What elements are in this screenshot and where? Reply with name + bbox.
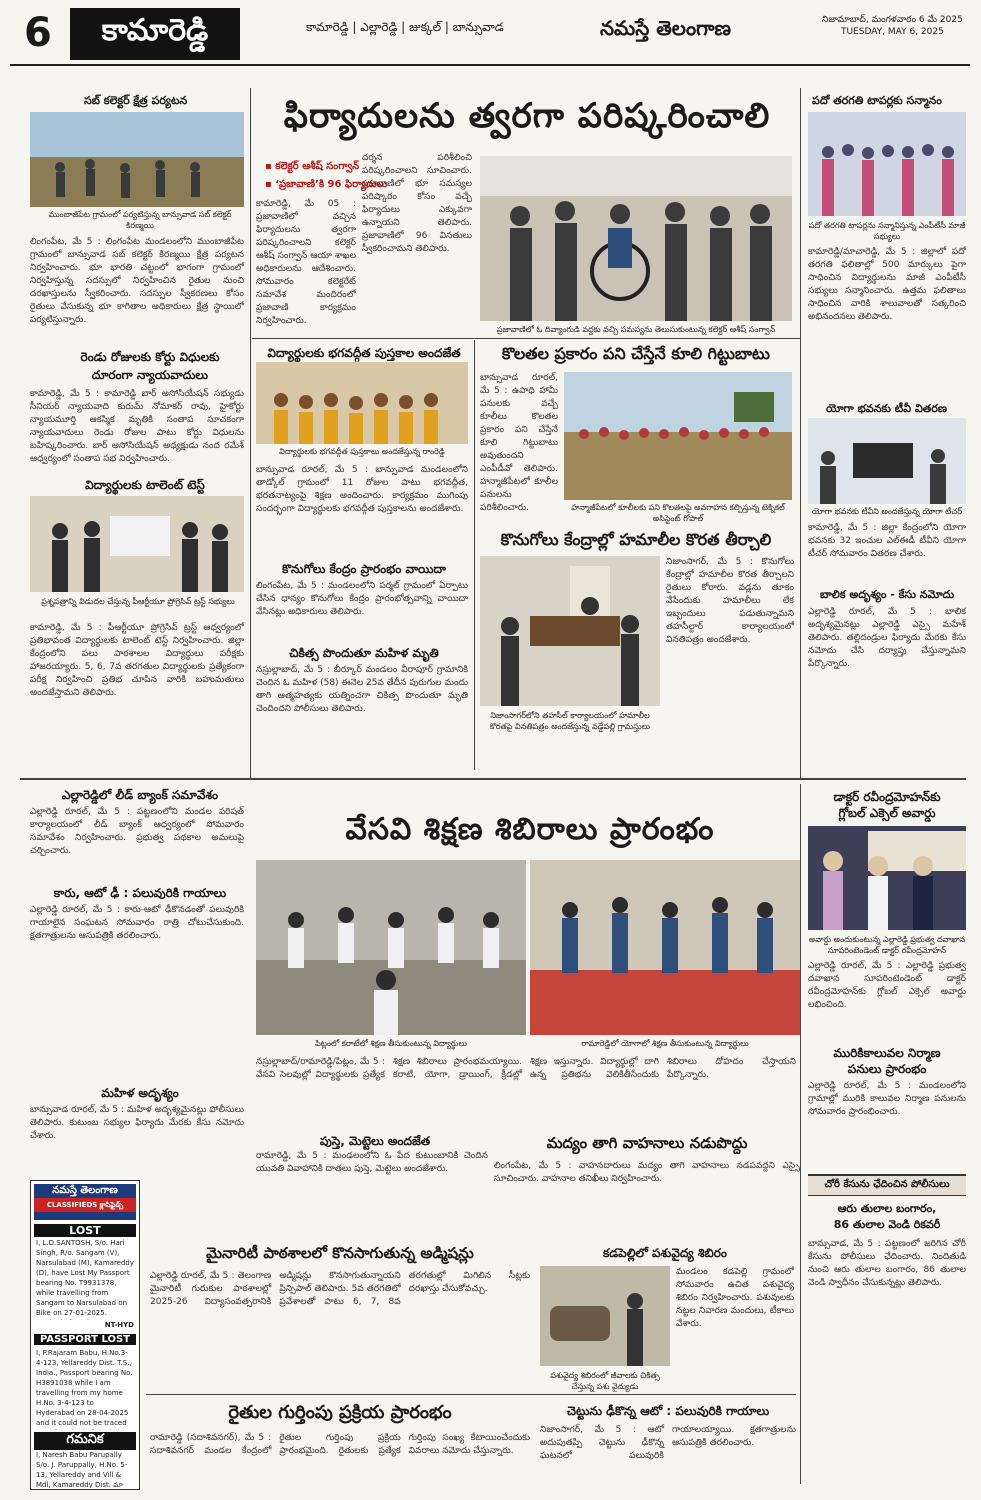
photo-talent-test (30, 496, 244, 592)
lost-text: I, L.D.SANTOSH, S/o. Hari Singh, R/o. Sangam (V), Narsulabad (M), Kamareddy (D), have Lost My Passport bearing No. T9931378, while travelling from Sangam to Narsulabad on Bike on 27-01-2025. (36, 1239, 134, 1317)
caption-yoga-tv: యోగా భవనకు టీవీని అందజేస్తున్న యోగా టీచర్ (811, 507, 963, 516)
headline-purchase-center: కొనుగోలు కేంద్రం ప్రారంభం వాయిదా (282, 562, 446, 576)
headline-lawyers-2: దూరంగా న్యాయవాదులు (91, 368, 209, 382)
right-kicker-yoga-tv: యోగా భవనకు టీవీ వితరణ (826, 402, 947, 415)
lead-story-col2: దర్శన పరిశీలించి పరిష్కరించాలని సూచించారు. ప్రజావాణిలో భూ సమస్యల పరిష్కారం కోసం వచ్చే ఫిర్యాదులు ఎక్కువగా ఉన్నాయని తెలిపారు. ప్రజావాణిలో 96 వినతులు స్వీకరించామని తెలిపారు. (362, 153, 472, 254)
column-rule (800, 88, 801, 778)
headline-hamali: కొనుగోలు కేంద్రాల్లో హమాలీల కొరత తీర్చాలి (500, 530, 772, 549)
headline-car-auto: కారు, ఆటో ఢీ : పలువురికి గాయాలు (53, 886, 227, 900)
caption-yoga-camp: రామారెడ్డిలో యోగాలో శిక్షణ తీసుకుంటున్న విద్యార్థులు (581, 1039, 749, 1048)
story-vet-camp: మండలం కడపెల్లి గ్రామంలో సోమవారం ఉచిత పశువైద్య శిబిరం నిర్వహించారు. పశువులకు నట్టల నివారణ మందులు, టీకాలు వేశారు. (676, 1267, 794, 1329)
column-rule (474, 340, 475, 770)
headline-farmer-id: రైతుల గుర్తింపు ప్రక్రియ ప్రారంభం (228, 1402, 452, 1423)
passport-lost-title: PASSPORT LOST (34, 1334, 136, 1345)
story-pusthe: రామారెడ్డి, మే 5 : మండలంలోని ఓ పేద కుటుంబానికి చెందిన యువతి వివాహానికి దాతలు పుస్తె, మెట్టెలు అందజేశారు. (256, 1151, 488, 1174)
story-lawyers: కామారెడ్డి, మే 5 : కామారెడ్డి బార్ అసోసియేషన్ సభ్యుడు సీనియర్ న్యాయవాది కురుమ్ నోమాకర్ రావు, హైకోర్టు న్యాయమూర్తి ఆకస్మిక మృతికి సంతాప సూచకంగా న్యాయవాదులు రెండు రోజుల పాటు కోర్టు విధులను బహిష్కరించారు. బార్ అసోసియేషన్ అధ్యక్షుడు నంద రమేశ్ ఆధ్వర్యంలో సంతాప సభ నిర్వహించారు. (30, 389, 244, 464)
story-minority: ఎల్లారెడ్డి రూరల్, మే 5 : తెలంగాణ మైనారిటీ గురుకుల పాఠశాలల్లో 2025-26 విద్యాసంవత్సరానికి అడ్మిషన్లు కొనసాగుతున్నాయని ప్రిన్సిపాల్ తెలిపారు. 5వ తరగతిలో ప్రవేశాలతో పాటు 6, 7, 8వ తరగతుల్లో మిగిలిన సీట్లకు దరఖాస్తు చేసుకోవచ్చు. (150, 1271, 530, 1307)
story-drain: ఎల్లారెడ్డి రూరల్, మే 5 : మండలంలోని గ్రామాల్లో మురికి కాలువల నిర్మాణ పనులను సోమవారం ప్రారంభించారు. (808, 1081, 966, 1117)
column-rule (250, 88, 251, 778)
notice-title: గమనిక (34, 1432, 136, 1450)
headline-theft: చోరీ కేసును ఛేదించిన పోలీసులు (824, 1179, 950, 1190)
photo-bhagavadgita (256, 362, 468, 444)
photo-yoga-camp (530, 860, 800, 1035)
caption-prajavani: ప్రజావాణిలో ఓ దివ్యాంగుడి వద్దకు వచ్చి సమస్యను తెలుసుకుంటున్న కలెక్టర్ ఆశీష్ సంగ్వాన్ (496, 325, 776, 334)
caption-wage: హన్మాజీపేటలో కూలీలకు పని కొలతలపై అవగాహన కల్పిస్తున్న టెక్నికల్ అసిస్టెంట్ గోపాల్ (571, 503, 785, 523)
story-auto-tree: నిజాంసాగర్, మే 5 : ఆటో అదుపుతప్పి చెట్టును ఢీకొన్న ఘటనలో పలువురికి గాయాలయ్యాయి. క్షతగాత్రులను ఆసుపత్రికి తరలించారు. (540, 1425, 796, 1461)
headline-award-1: డాక్టర్ రవీంద్రమోహన్‌కు (833, 790, 941, 804)
caption-toppers: పదో తరగతి టాపర్లను సన్మానిస్తున్న ఎంపీటీసీ మాజీ సభ్యులు (808, 221, 966, 241)
headline-theft-sub-2: 86 తులాల వెండి రికవరీ (833, 1218, 941, 1231)
story-yoga-tv: కామారెడ్డి, మే 5 : జిల్లా కేంద్రంలోని యోగా భవనకు 32 ఇంచుల ఎల్ఈడీ టీవీని యోగా టీచర్ సోమవారం వితరణ చేశారు. (808, 523, 966, 559)
story-woman-missing: బాన్సువాడ రూరల్, మే 5 : మహిళ అదృశ్యమైనట్లు పోలీసులు తెలిపారు. కుటుంబ సభ్యుల ఫిర్యాదు మేరకు కేసు నమోదు చేశారు. (30, 1105, 244, 1141)
headline-award-2: గ్లోబల్ ఎక్సెల్ అవార్డు (838, 806, 936, 820)
story-car-auto: ఎల్లారెడ్డి రూరల్, మే 5 : కారు-ఆటో ఢీకొనడంతో పలువురికి గాయాలైన సంఘటన సోమవారం రాత్రి చోటుచేసుకుంది. క్షతగాత్రులను ఆసుపత్రికి తరలించారు. (30, 905, 244, 941)
caption-bhagavadgita: విద్యార్థులకు భగవద్గీత పుస్తకాలు అందజేస్తున్న రాంరెడ్డి (279, 447, 445, 456)
caption-karate: పిట్లంలో కరాటేలో శిక్షణ తీసుకుంటున్న విద్యార్థులు (315, 1039, 467, 1048)
edition-title: కామారెడ్డి (70, 8, 240, 60)
lost-title: LOST (34, 1224, 136, 1237)
story-award: ఎల్లారెడ్డి రూరల్, మే 5 : ఎల్లారెడ్డి ప్రభుత్వ దవాఖాన సూపరింటెండెంట్ డాక్టర్ రవీంద్రమోహన్‌కు గ్లోబల్ ఎక్సెల్ అవార్డు లభించింది. (808, 961, 966, 1010)
caption-hamali: నిజాంసాగర్‌లోని తహసీల్ కార్యాలయంలో హమాలీల కొరతపై వినతిపత్రం అందజేస్తున్న వడ్డేపల్లి గ్రామస్తులు (489, 711, 651, 731)
story-subcollector: లింగంపేట, మే 5 : లింగంపేట మండలంలోని ముంబాజీపేట గ్రామంలో బాన్సువాడ సబ్ కలెక్టర్ కిరణ్మయి క్షేత్ర పర్యటన నిర్వహించారు. భూ భారతి చట్టంలో భాగంగా గ్రామంలో నిర్వహిస్తున్న సదస్సులో నిర్వహించిన రైతుల నుంచి దరఖాస్తులను స్వీకరించారు. సదస్సుల స్వీకరణలు కోసం రైతులు వేసుకున్న భూ కాగితాల అధికారులు క్షేత్ర స్థాయిలో పర్యటిస్తున్నారు. (30, 237, 244, 325)
headline-vet-camp: కడపెల్లిలో పశువైద్య శిబిరం (603, 1246, 727, 1260)
story-talent-test: కామారెడ్డి, మే 5 : పీఆర్టీయూ ప్రోగ్రెసివ్ ట్రస్ట్ ఆధ్వర్యంలో ప్రతిభావంత విద్యార్థులకు టాలెంట్ టెస్ట్ నిర్వహించారు. జిల్లా కేంద్రంలోని పలు పాఠశాలల విద్యార్థులు పరీక్షకు హాజరయ్యారు. 5, 6, 7వ తరగతుల విద్యార్థులకు ప్రత్యేకంగా పరీక్ష నిర్వహించి ప్రతిభ చూపిన వారికి బహుమతులు అందజేస్తామని తెలిపారు. (30, 623, 244, 698)
headline-drain-2: పనులు ప్రారంభం (847, 1062, 927, 1076)
photo-toppers (808, 112, 966, 216)
story-lead-bank: ఎల్లారెడ్డి రూరల్, మే 5 : పట్టణంలోని మండల పరిషత్ కార్యాలయంలో లీడ్ బ్యాంక్ ఆధ్వర్యంలో సోమవారం సమావేశం నిర్వహించారు. ప్రభుత్వ పథకాల అమలుపై చర్చించారు. (30, 807, 244, 856)
headline-talent-test: విద్యార్థులకు టాలెంట్ టెస్ట్ (85, 478, 205, 492)
right-kicker-girl-missing: బాలిక అదృశ్యం - కేసు నమోదు (820, 588, 955, 601)
section-rule (20, 778, 966, 780)
left-kicker-subcollector: సబ్ కలెక్టర్ క్షేత్ర పర్యటన (84, 94, 188, 107)
story-drunk-driving: లింగంపేట, మే 5 : వాహనదారులు మద్యం తాగి వాహనాలు నడపవద్దని ఎస్సై సూచించారు. వాహనాల తనిఖీలు నిర్వహించారు. (494, 1161, 800, 1184)
headline-lawyers-1: రెండు రోజులకు కోర్టు విధులకు (80, 350, 220, 364)
caption-subcollector: ముంబాజీపేట గ్రామంలో పర్యటిస్తున్న బాన్సువాడ సబ్ కలెక్టర్ కిరణ్మయి (48, 210, 232, 230)
row-rule (252, 338, 800, 339)
classified-tag: CLASSIFIEDS క్లాసిఫైడ్స్ (34, 1198, 136, 1212)
photo-award (808, 826, 966, 930)
story-toppers: కామారెడ్డి/మాచారెడ్డి, మే 5 : జిల్లాలో పదో తరగతి ఫలితాల్లో 500 మార్కులు పైగా సాధించిన విద్యార్థులను మాజీ ఎంపీటీసీ సభ్యులు సన్మానించారు. ఉత్తమ ఫలితాలు సాధించిన వారికి శాలువాలతో సత్కరించి అభినందనలు తెలిపారు. (808, 247, 966, 322)
story-bhagavadgita: బాన్సువాడ రూరల్, మే 5 : బాన్సువాడ మండలంలోని తాడ్కోల్ గ్రామంలో 11 రోజుల పాటు భగవద్గీత, భరతనాట్యంపై శిక్షణ అందించారు. కార్యక్రమం ముగింపు సందర్భంగా విద్యార్థులకు భగవద్గీత పుస్తకాలను అందజేశారు. (256, 465, 468, 514)
right-kicker-toppers: పదో తరగతి టాపర్లకు సన్మానం (812, 94, 942, 107)
story-farmer-id: రామారెడ్డి (సదాశివనగర్), మే 5 : సదాశివనగర్ మండల కేంద్రంలో రైతుల గుర్తింపు ప్రక్రియ ప్రారంభమైంది. రైతులకు ప్రత్యేక గుర్తింపు సంఖ్య కేటాయించేందుకు వివరాలు నమోదు చేస్తున్నారు. (150, 1433, 530, 1456)
headline-theft-sub-1: ఆరు తులాల బంగారం, (837, 1202, 937, 1215)
photo-vet-camp (540, 1266, 670, 1366)
classified-brand-name: నమస్తే తెలంగాణ (52, 1185, 118, 1196)
photo-karate (256, 860, 526, 1035)
row-rule (146, 1394, 796, 1395)
lead-bullet-1: ▪ కలెక్టర్ ఆశీష్ సంగ్వాన్ (265, 161, 360, 172)
photo-subcollector-visit (30, 112, 244, 207)
headline-woman-missing: మహిళ అదృశ్యం (101, 1086, 179, 1100)
lead-story-col1: కామారెడ్డి, మే 05 : ప్రజావాణిలో వచ్చిన ఫిర్యాదులను త్వరగా పరిష్కరించాలని కలెక్టర్ ఆశీష్ సంగ్వాన్ ఆయా శాఖల అధికారులను ఆదేశించారు. సోమవారం కలెక్టరేట్ సమావేశ మందిరంలో ప్రజావాణి కార్యక్రమం నిర్వహించారు. (256, 199, 356, 326)
lost-tag: NT-HYD (104, 1321, 134, 1329)
photo-hamali (480, 556, 660, 706)
lead-headline: ఫిర్యాదులను త్వరగా పరిష్కరించాలి (283, 96, 771, 136)
notice-text: I, Naresh Babu Parupally S/o. J. Paruppally, H.No. 5-13, Yellareddy and Vill & Mdl, Kamareddy Dist. మా (36, 1451, 128, 1488)
story-purchase-center: లింగంపేట, మే 5 : మండలంలోని పర్మల్ గ్రామంలో ఏర్పాటు చేసిన ధాన్యం కొనుగోలు కేంద్రం ప్రారంభోత్సవాన్ని వాయిదా వేసినట్లు అధికారులు తెలిపారు. (256, 581, 468, 617)
headline-woman-death: చికిత్స పొందుతూ మహిళ మృతి (289, 646, 439, 660)
headline-minority: మైనారిటీ పాఠశాలలో కొనసాగుతున్న అడ్మిషన్లు (206, 1244, 474, 1262)
headline-bhagavadgita: విద్యార్థులకు భగవద్గీత పుస్తకాల అందజేత (267, 346, 461, 360)
story-summer: నస్రుల్లాబాద్/రామారెడ్డి/పిట్లం, మే 5 : వేసవి సెలవుల్లో విద్యార్థులకు ప్రత్యేక శిక్షణ శిబిరాలు ప్రారంభమయ్యాయి. కరాటే, యోగా, డ్రాయింగ్, క్రీడల్లో శిక్షణ ఇస్తున్నారు. విద్యార్థుల్లో దాగి ఉన్న ప్రతిభను వెలికితీసేందుకు శిబిరాలు దోహదం చేస్తాయని పేర్కొన్నారు. (256, 1057, 796, 1080)
headline-drunk-driving: మద్యం తాగి వాహనాలు నడుపొద్దు (546, 1134, 748, 1152)
summer-headline: వేసవి శిక్షణ శిబిరాలు ప్రారంభం (345, 812, 715, 847)
caption-award: అవార్డు అందుకుంటున్న ఎల్లారెడ్డి ప్రభుత్వ దవాఖాన సూపరింటెండెంట్ డాక్టర్ రవీంద్రమోహన్ (808, 935, 966, 955)
story-woman-death: నస్రుల్లాబాద్, మే 5 : బీర్కూర్ మండలం వీరాపూర్ గ్రామానికి చెందిన ఓ మహిళ (58) ఈనెల 25వ తేదీన పురుగుల మందు తాగి ఆత్మహత్యకు యత్నించగా చికిత్స పొందుతూ మృతి చెందిందని పోలీసులు తెలిపారు. (256, 665, 468, 714)
headline-lead-bank: ఎల్లారెడ్డిలో లీడ్ బ్యాంక్ సమావేశం (61, 788, 219, 802)
headline-wage: కొలతల ప్రకారం పని చేస్తేనే కూలి గిట్టుబాటు (502, 344, 770, 363)
story-theft: బాన్సువాడ, మే 5 : పట్టణంలో జరిగిన చోరీ కేసును పోలీసులు ఛేదించారు. నిందితుడి నుంచి ఆరు తులాల బంగారం, 86 తులాల వెండి స్వాధీనం చేసుకున్నట్లు తెలిపారు. (808, 1239, 966, 1288)
photo-yoga-tv (808, 418, 966, 504)
caption-vet-camp: పశువైద్య శిబిరంలో జీవాలకు చికిత్స చేస్తున్న పశు వైద్యుడు (550, 1371, 660, 1391)
column-rule (800, 784, 801, 1484)
story-girl-missing: ఎల్లారెడ్డి రూరల్, మే 5 : బాలిక అదృశ్యమైనట్లు ఎల్లారెడ్డి ఎస్సై మహేశ్ తెలిపారు. తల్లిదండ్రుల ఫిర్యాదు మేరకు కేసు నమోదు చేసి దర్యాప్తు చేస్తున్నామని పేర్కొన్నారు. (808, 607, 966, 669)
classified-brand (34, 1184, 136, 1220)
photo-wage (564, 372, 792, 500)
region-list: కామారెడ్డి | ఎల్లారెడ్డి | జుక్కల్ | బాన్సువాడ (306, 20, 504, 34)
caption-talent-test: ప్రశ్నపత్రాన్ని విడుదల చేస్తున్న పీఆర్టీయూ ప్రోగ్రెసివ్ ట్రస్ట్ సభ్యులు (41, 597, 235, 606)
issue-date-te: నిజామాబాద్, మంగళవారం 6 మే 2025 (822, 15, 963, 25)
lead-bullet-2: ▪ ‘ప్రజావాణి’కి 96 ఫిర్యాదులు (265, 179, 388, 190)
headline-pusthe: పుస్తె, మెట్టెలు అందజేత (319, 1134, 431, 1148)
story-wage: బాన్సువాడ రూరల్, మే 5 : ఉపాధి హామీ పనులకు వచ్చే కూలీలు కొలతల ప్రకారం పని చేస్తేనే కూలి గిట్టుబాటు అవుతుందని ఎంపీడీవో తెలిపారు. హన్మాజీపేటలో కూలీల పనులను పరిశీలించారు. (480, 373, 558, 512)
passport-lost-text: I, P.Rajaram Babu, H.No.3-4-123, Yellareddy Dist. T.S., India., Passport bearing No. H3891038 while I am travelling from my home H.No. 3-4-123 to Hyderabad on 28-04-2025 and it could not be traced (36, 1349, 133, 1427)
headline-drain-1: మురికికాలువల నిర్మాణ (833, 1046, 941, 1060)
page-number: 6 (24, 10, 52, 56)
issue-date-en: TUESDAY, MAY 6, 2025 (840, 27, 944, 37)
header-rule (10, 64, 970, 66)
photo-prajavani (480, 156, 792, 321)
headline-auto-tree: చెట్టును ఢీకొన్న ఆటో : పలువురికి గాయాలు (566, 1404, 770, 1418)
story-hamali: నిజాంసాగర్, మే 5 : కొనుగోలు కేంద్రాల్లో హమాలీల కొరత తీర్చాలని రైతులు కోరారు. వడ్లను తూకం వేసేందుకు హమాలీలు లేక ఇబ్బందులు పడుతున్నామని తహసీల్దార్ కార్యాలయంలో వినతిపత్రం అందజేశారు. (666, 557, 794, 645)
issue-date (822, 14, 963, 38)
newspaper-brand: నమస్తే తెలంగాణ (600, 16, 732, 40)
